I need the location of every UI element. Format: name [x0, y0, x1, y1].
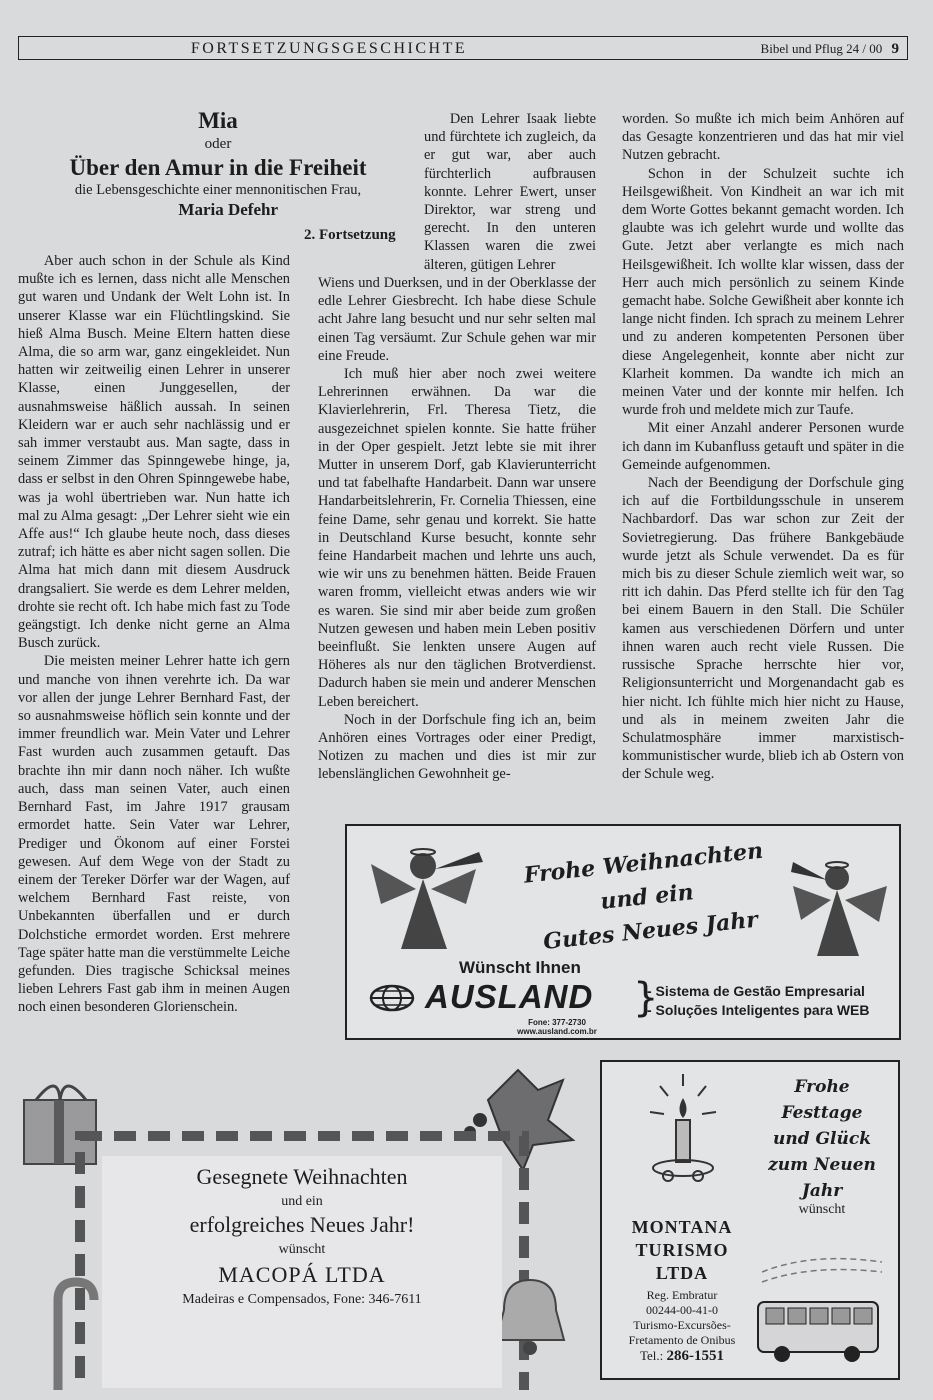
- story-title: Mia: [198, 108, 238, 133]
- article-column-3: [622, 110, 904, 784]
- phone-number: 286-1551: [666, 1348, 725, 1364]
- ausland-wishes: Wünscht Ihnen: [459, 958, 581, 977]
- bus-icon: [752, 1242, 892, 1372]
- story-oder: oder: [204, 136, 232, 152]
- macopa-wuenscht: wünscht: [278, 1242, 326, 1257]
- greeting-line: Frohe: [794, 1077, 850, 1097]
- detail-line: Turismo-Excursões-: [633, 1318, 731, 1332]
- company-line: TURISMO: [635, 1240, 729, 1260]
- paragraph: worden. So mußte ich mich beim Anhören auf das Gesagte konzentrieren und das hat mir viel Nutzen gebracht.: [622, 111, 904, 164]
- greeting-line: zum Neuen: [768, 1155, 876, 1175]
- article-column-1: [18, 252, 290, 1017]
- candle-icon: [638, 1072, 728, 1192]
- page-header: [18, 36, 908, 60]
- ausland-website: www.ausland.com.br: [517, 1027, 597, 1036]
- paragraph: Wiens und Duerksen, und in der Oberklasse der edle Lehrer Giesbrecht. Ich habe diese Schule acht Jahre lang besucht und nur sehr selten mal einen Tag versäumt. Zur Schule gehen war mir eine Freude.: [318, 275, 596, 364]
- ausland-logo: AUSLAND: [425, 978, 594, 1015]
- story-subtitle: die Lebensgeschichte einer mennonitischen Frau,: [74, 182, 362, 198]
- paragraph: Aber auch schon in der Schule als Kind mußte ich es lernen, dass nicht alle Menschen gut waren und Undank der Welt Lohn ist. In unserer Klasse war ein Flüchtlingskind. Sie hieß Alma Busch. Meine Eltern hatten diese Alma, die so arm war, ganz eingekleidet. Nun hatten wir zeitweilig einen Lehrer in unserer Klasse, einen Junggesellen, der ausnahmsweise häßlich aussah. In seinen Kleidern war er auch sehr nachlässig und er sah immer verstaubt aus. Man sagte, dass in seinem Zimmer das Spinngewebe hinge, ja, dass er selbst in den Ohren Spinngewebe habe, was ja wohl übertrieben war. Nun hatte ich mal zu Alma gesagt: „Der Lehrer sieht wie ein Affe aus!“ Ich glaube heute noch, dass dieses zutraf; ich hätte es aber nicht sagen sollen. Die Alma hat mich dann mit diesem Ausdruck drangsaliert. Sie werde es dem Lehrer melden, drohte sie recht oft. Ich habe mich fast zu Tode geängstigt. Ich denke nicht gerne an Alma Busch zurück.: [18, 253, 290, 652]
- service-line: - Sistema de Gestão Empresarial: [647, 983, 865, 999]
- installment-label: 2. Fortsetzung: [304, 227, 396, 243]
- macopa-details: Madeiras e Compensados, Fone: 346-7611: [182, 1292, 422, 1307]
- publication-name: Bibel und Pflug: [760, 41, 843, 56]
- article-column-2-top: [424, 110, 596, 274]
- macopa-new-year: erfolgreiches Neues Jahr!: [189, 1212, 415, 1237]
- macopa-text-panel: [102, 1156, 502, 1388]
- greeting-line: und ein: [599, 879, 695, 915]
- montana-phone: [612, 1348, 752, 1365]
- issue-number: 24 / 00: [846, 41, 883, 56]
- macopa-greeting: Gesegnete Weihnachten: [196, 1164, 408, 1189]
- montana-greeting: [752, 1074, 892, 1204]
- section-title: FORTSETZUNGSGESCHICHTE: [190, 40, 468, 57]
- ausland-contact: [457, 1018, 657, 1036]
- angel-trumpet-icon: [361, 844, 491, 959]
- greeting-line: Festtage: [781, 1103, 863, 1123]
- greeting-line: Jahr: [801, 1181, 843, 1201]
- brace-divider: }: [633, 975, 659, 1021]
- greeting-line: und Glück: [773, 1129, 871, 1149]
- detail-line: Reg. Embratur: [646, 1288, 718, 1302]
- paragraph: Mit einer Anzahl anderer Personen wurde ich dann im Kubanfluss getauft und später in die Gemeinde aufgenommen.: [622, 420, 904, 473]
- article-column-2: [318, 274, 596, 784]
- publication-info: [761, 41, 899, 58]
- globe-icon: [369, 984, 415, 1012]
- phone-label: Tel.:: [639, 1348, 664, 1363]
- paragraph: Den Lehrer Isaak liebte und fürchtete ich zugleich, da er gut war, aber auch fürchterlich aufbrausen konnte. Lehrer Ewert, unser Direktor, war streng und gerecht. In den unteren Klassen waren die zwei älteren, gütigen Lehrer: [424, 111, 596, 273]
- macopa-company: MACOPÁ LTDA: [218, 1262, 386, 1287]
- montana-details: [612, 1288, 752, 1348]
- story-title-block: [18, 108, 418, 220]
- ausland-advertisement: [345, 824, 901, 1040]
- montana-company: [612, 1216, 752, 1285]
- macopa-und-ein: und ein: [281, 1194, 323, 1209]
- ausland-services: [647, 982, 870, 1020]
- montana-advertisement: [600, 1060, 900, 1380]
- paragraph: Schon in der Schulzeit suchte ich Heilsgewißheit. Von Kindheit an war ich mit dem Worte Gottes bekannt gemacht worden. Ich glaubte was ich gelehrt wurde und wollte das Gute. Jetzt aber verlangte es mich nach Heilsgewißheit. Ich wollte klar wissen, dass der Herr auch mich persönlich zu seinem Kinde gemacht habe. Solche Gewißheit aber konnte ich lange nicht finden. Ich sprach zu meinem Lehrer und zu anderen kompetenten Personen über diese Angelegenheit, konnte aber nicht zur Klarheit kommen. Da wandte ich mich an meinen Vater und der konnte mir helfen. Ich wurde froh und meldete mich zur Taufe.: [622, 165, 904, 419]
- macopa-advertisement: [18, 1060, 578, 1390]
- montana-wunscht: wünscht: [798, 1202, 846, 1217]
- page-number: 9: [891, 41, 899, 57]
- company-line: LTDA: [655, 1263, 709, 1283]
- story-main-title: Über den Amur in die Freiheit: [69, 155, 367, 180]
- detail-line: 00244-00-41-0: [646, 1303, 718, 1317]
- ausland-greeting: [492, 831, 801, 964]
- ausland-phone: Fone: 377-2730: [528, 1018, 586, 1027]
- angel-trumpet-icon: [787, 856, 897, 966]
- story-author: Maria Defehr: [178, 200, 278, 219]
- paragraph: Noch in der Dorfschule fing ich an, beim Anhören eines Vortrages oder einer Predigt, Notizen zu machen und dies ist mir zur lebenslänglichen Gewohnheit ge-: [318, 711, 596, 783]
- service-line: - Soluções Inteligentes para WEB: [647, 1002, 870, 1018]
- greeting-line: Gutes Neues Jahr: [542, 906, 760, 956]
- paragraph: Die meisten meiner Lehrer hatte ich gern und manche von ihnen verehrte ich. Da war vor allen der junge Lehrer Bernhard Fast, der so ausnahmsweise höflich sein konnte und der immer freundlich war. Mein Vater und Lehrer Fast wurden auch zusammen getauft. Das brachte ihn mir dann noch näher. Ich wußte auch, dass man seinen Vater, auch einen Bernhard Fast, im Jahre 1917 grausam ermordet hatte. Sein Vater war Lehrer, Prediger und Ökonom auf einer Forstei gewesen. Auf dem Wege von der Stadt zu einem der Tereker Dörfer war der Wagen, auf welchem Bernhard Fast reiste, von Unbekannten überfallen und er durch Dolchstiche ermordet worden. Erst mehrere Tage später hatte man die verstümmelte Leiche gefunden. Dies tragische Schicksal meines lieben Lehrers Fast gab ihm in meinen Augen noch einen besonderen Glorienschein.: [18, 653, 290, 1016]
- greeting-line: Frohe Weihnachten: [522, 837, 765, 889]
- company-line: MONTANA: [631, 1217, 733, 1237]
- detail-line: Fretamento de Onibus: [628, 1333, 736, 1347]
- paragraph: Nach der Beendigung der Dorfschule ging ich auf die Fortbildungsschule in unserem Nachbardorf. Das war schon zur Zeit der Sovietregierung. Das frühere Bankgebäude wurde jetzt als Schule verwendet. Da es für mich bis zu dieser Schule ziemlich weit war, so ritt ich dahin. Das Pferd stellte ich für den Tag bei einem Bauern in den Stall. Die Schüler kamen aus verschiedenen Dörfern und unter ihnen waren auch recht viele Russen. Die russische Sprache herrschte hier vor, Religionsunterricht und Morgenandacht gab es hier nicht. Ich fühlte mich hier nicht zu Hause, und als in meinem zweiten Jahr die Schulatmosphäre immer marxistisch-kommunistischer wurde, blieb ich ab Ostern von der Schule weg.: [622, 475, 904, 783]
- paragraph: Ich muß hier aber noch zwei weitere Lehrerinnen erwähnen. Da war die Klavierlehrerin, Frl. Theresa Tietz, die ausgezeichnet spielen konnte. Sie hatte früher in der Oper gespielt. Jetzt lebte sie mit ihrer Mutter in unserem Dorf, gab Klavierunterricht und tat fabelhafte Handarbeit. Dann war unsere Handarbeitslehrerin, Fr. Cornelia Thiessen, eine feine Dame, sehr genau und korrekt. Sie hatte in Deutschland Kurse besucht, konnte sehr feine Handarbeit machen und lehrte uns auch, wie wir uns zu benehmen hätten. Beide Frauen waren fromm, vielleicht etwas anders wie wir es waren. Sie sind mir aber beide zum großen Nutzen gewesen und haben mein Leben positiv beeinflußt. Sie lenkten unsere Augen auf Höheres als nur den täglichen Brotverdienst. Dadurch haben sie mein und anderer Menschen Leben bereichert.: [318, 366, 596, 710]
